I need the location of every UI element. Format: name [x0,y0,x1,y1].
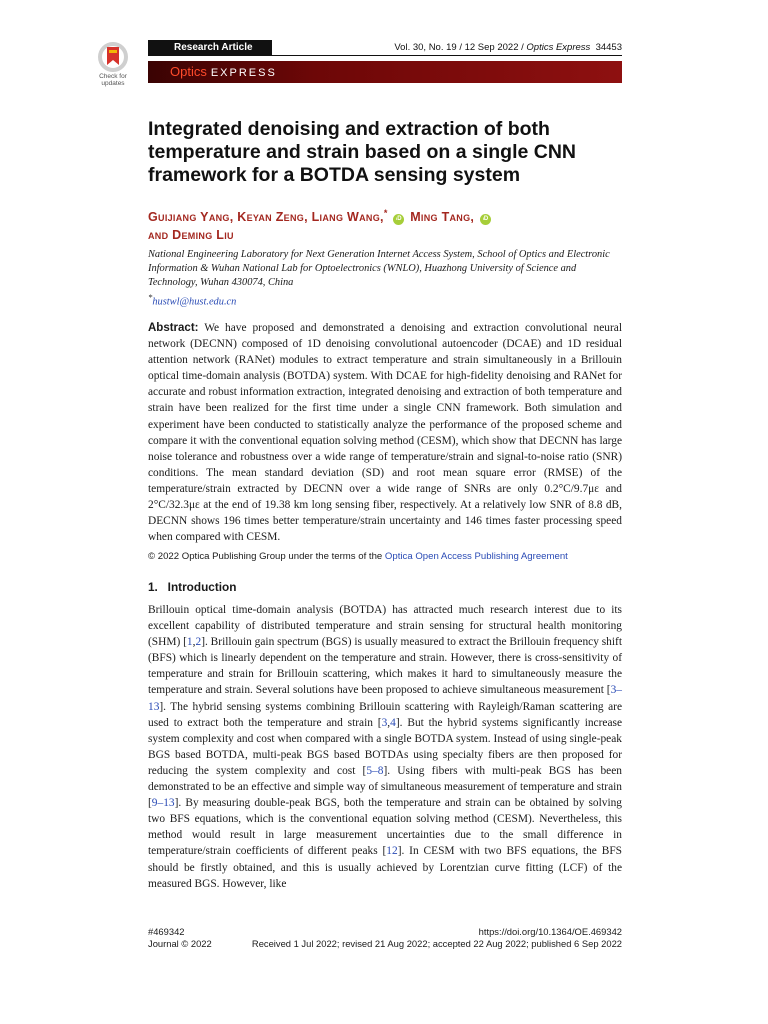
citation-link[interactable]: 12 [386,845,398,858]
affiliation-text: National Engineering Laboratory for Next Generation Internet Access System, School of Optics and Electronic Information & Wuhan National Lab for Optoelectronics (WNLO), Huazhong University of Science and Technology, Wuhan 430074, China [148,249,610,288]
citation-link[interactable]: 3–13 [148,684,622,713]
brand-optics: Optics [170,64,207,79]
citation-link[interactable]: 9–13 [151,797,175,810]
citation-link[interactable]: 2 [195,636,202,649]
abstract [148,320,622,545]
introduction-text: ]. The hybrid sensing systems combining Brillouin scattering with Rayleigh/Raman scattering are used to extract both the temperature and strain [ [148,700,622,729]
citation-link[interactable]: 3 [381,716,388,729]
publication-dates: Received 1 Jul 2022; revised 21 Aug 2022; accepted 22 Aug 2022; published 6 Sep 2022 [251,938,622,949]
footer-left [148,926,212,950]
volume-text: Vol. 30, No. 19 / 12 Sep 2022 / [394,42,527,53]
license-link[interactable]: Optica Open Access Publishing Agreement [384,551,568,562]
paper-title: Integrated denoising and extraction of both temperature and strain based on a single CNN framework for a BOTDA sensing system [148,118,577,186]
introduction-text: ]. By measuring double-peak BGS, both the temperature and strain can be obtained by solving two BFS equations, which is the conventional equation solving method (CESM). Nevertheless, this method would result in large measurement uncertainties due to the small difference in temperature/strain coefficients of different peaks [ [148,797,622,858]
authors-line2: and Deming Liu [148,228,234,243]
journal-banner [148,61,622,83]
footer-right [252,926,622,950]
abstract-text: We have proposed and demonstrated a denoising and extraction convolutional neural network (DECNN) composed of 1D denoising convolutional autoencoder (DCAE) and 1D residual attention network (RANet) modules to extract temperature and strain simultaneously in a Brillouin optical time-domain analysis (BOTDA) system. With DCAE for high-fidelity denoising and RANet for accurate and robust information extraction, integrated denoising and extraction of both temperature and strain have been realized for the first time under a single CNN framework. Both simulation and experiment have been conducted to statistically analyze the performance of the proposed scheme and compare it with the conventional equation solving method (CESM), which show that DECNN has large noise tolerance and robustness over a wide range of temperature/strain and signal-to-noise ratio (SNR) conditions. The mean standard deviation (SD) and root mean square error (RMSE) of the temperature/strain extracted by DECNN over a wide range of SNRs are only 0.2°C/9.7με and 2°C/32.3με at the end of 19.38 km long sensing fiber, respectively. At a relatively low SNR of 8.8 dB, DECNN shows 196 times better temperature/strain uncertainty and 146 times faster processing speed when compared with CESM. [148,322,622,544]
corresponding-star: * [383,208,388,218]
brand-express: EXPRESS [210,67,277,79]
article-type-label: Research Article [148,40,272,56]
introduction-text: ]. But the hybrid systems significantly increase system complexity and cost when compared with a single BOTDA system. Instead of using single-peak BGS based BOTDA, multi-peak BGS based BOTDAs using specialty fibers are then proposed for reducing the system complexity and cost [ [148,716,623,777]
section-heading-introduction: 1. Introduction [148,580,237,594]
orcid-icon[interactable]: iD [393,214,404,225]
article-id: #469342 [148,926,185,937]
journal-logo [170,61,277,84]
volume-info [394,40,622,56]
check-for-updates-badge[interactable] [92,42,134,90]
introduction-text: ]. Using fibers with multi-peak BGS has been demonstrated to be an effective and simple way of simultaneous measurement of temperature and strain [ [148,764,622,810]
email-link[interactable]: hustwl@hust.edu.cn [152,296,237,308]
citation-link[interactable]: 5–8 [366,764,384,777]
check-updates-icon [96,42,130,72]
author-list [148,204,628,244]
citation-link[interactable]: 4 [390,716,396,729]
introduction-text: , [387,716,391,729]
authors-line1-b: Ming Tang, [410,210,475,225]
affiliation [148,248,628,309]
authors-line1-a: Guijiang Yang, Keyan Zeng, Liang Wang, [148,210,384,225]
orcid-icon[interactable]: iD [480,214,491,225]
article-header-bar [148,40,622,56]
journal-copyright: Journal © 2022 [148,938,212,949]
copyright-notice [148,550,622,563]
introduction-text: Brillouin optical time-domain analysis (BOTDA) has attracted much research interest due to its excellent capability of distributed temperature and strain sensing for structural health monitoring (SHM) [ [148,604,622,649]
copyright-text: © 2022 Optica Publishing Group under the terms of the [148,551,385,562]
email-star: * [148,292,153,302]
introduction-text: , [192,636,196,649]
introduction-body [148,602,622,892]
introduction-text: ]. In CESM with two BFS equations, the BFS should be firstly obtained, and this is usually achieved by Lorentzian curve fitting (LCF) of the measured BGS. However, like [148,845,622,890]
check-for-updates-label [92,73,134,87]
badge-line1: Check for [99,73,127,80]
doi-link[interactable]: https://doi.org/10.1364/OE.469342 [478,926,622,937]
page-number: 34453 [595,42,622,53]
abstract-heading: Abstract: [148,322,199,334]
citation-link[interactable]: 1 [186,636,193,649]
introduction-text: ]. Brillouin gain spectrum (BGS) is usually measured to extract the Brillouin frequency shift (BFS) which is linearly dependent on the temperature and strain. However, there is cross-sensitivity of temperature and strain for Brillouin scattering, which makes it hard to simultaneously measure the temperature and strain. Several solutions have been proposed to achieve simultaneous measurement [ [148,636,622,697]
badge-line2: updates [101,80,125,87]
journal-name-italic: Optics Express [526,42,591,53]
